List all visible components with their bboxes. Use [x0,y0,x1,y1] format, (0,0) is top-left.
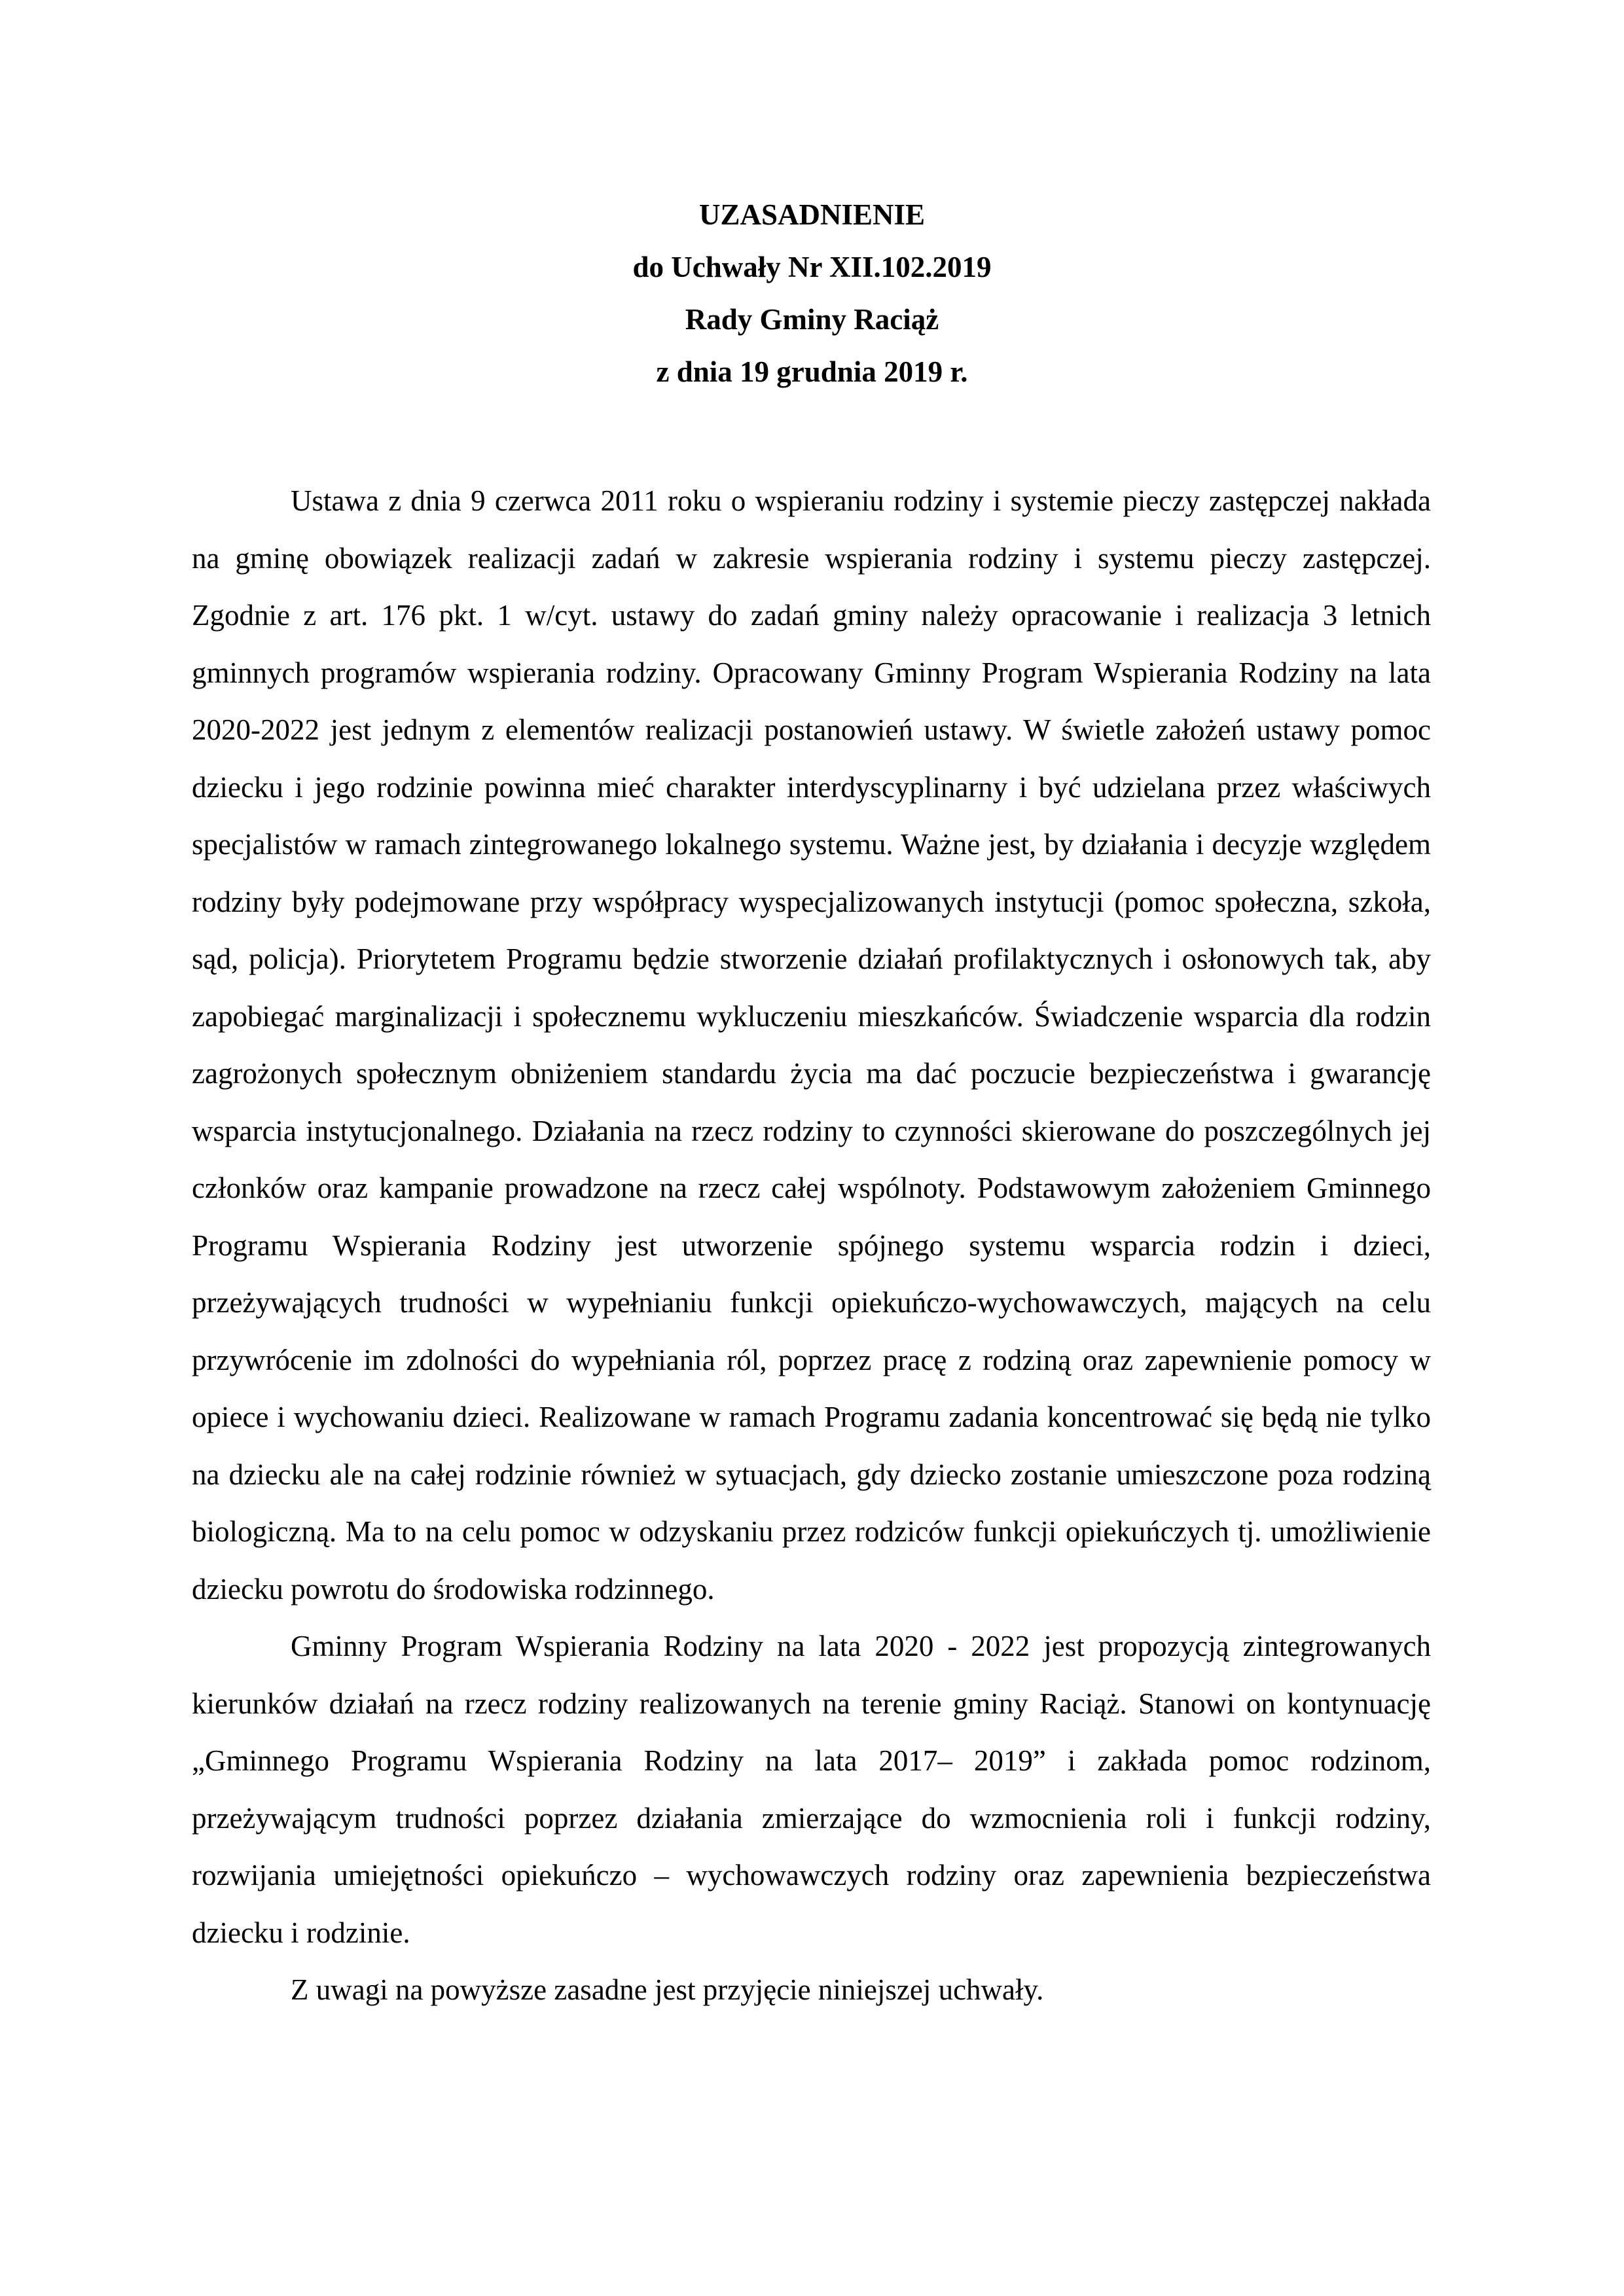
heading-resolution-number: do Uchwały Nr XII.102.2019 [632,251,992,283]
heading-council-name: Rady Gminy Raciąż [685,303,939,336]
body-paragraph-3: Z uwagi na powyższe zasadne jest przyjęcie niniejszej uchwały. [291,1973,1044,2006]
heading-date: z dnia 19 grudnia 2019 r. [656,355,968,388]
document-body [192,473,1431,2019]
heading-title: UZASADNIENIE [698,198,926,231]
document-heading [0,188,1624,398]
body-paragraph-1: Ustawa z dnia 9 czerwca 2011 roku o wspieraniu rodziny i systemie pieczy zastępczej nakłada na gminę obowiązek realizacji zadań w zakresie wspierania rodziny i systemu pieczy zastępczej. Zgodnie z art. 176 pkt. 1 w/cyt. ustawy do zadań gminy należy opracowanie i realizacja 3 letnich gminnych programów wspierania rodziny. Opracowany Gminny Program Wspierania Rodziny na lata 2020-2022 jest jednym z elementów realizacji postanowień ustawy. W świetle założeń ustawy pomoc dziecku i jego rodzinie powinna mieć charakter interdyscyplinarny i być udzielana przez właściwych specjalistów w ramach zintegrowanego lokalnego systemu. Ważne jest, by działania i decyzje względem rodziny były podejmowane przy współpracy wyspecjalizowanych instytucji (pomoc społeczna, szkoła, sąd, policja). Priorytetem Programu będzie stworzenie działań profilaktycznych i osłonowych tak, aby zapobiegać marginalizacji i społecznemu wykluczeniu mieszkańców. Świadczenie wsparcia dla rodzin zagrożonych społecznym obniżeniem standardu życia ma dać poczucie bezpieczeństwa i gwarancję wsparcia instytucjonalnego. Działania na rzecz rodziny to czynności skierowane do poszczególnych jej członków oraz kampanie prowadzone na rzecz całej wspólnoty. Podstawowym założeniem Gminnego Programu Wspierania Rodziny jest utworzenie spójnego systemu wsparcia rodzin i dzieci, przeżywających trudności w wypełnianiu funkcji opiekuńczo-wychowawczych, mających na celu przywrócenie im zdolności do wypełniania ról, poprzez pracę z rodziną oraz zapewnienie pomocy w opiece i wychowaniu dzieci. Realizowane w ramach Programu zadania koncentrować się będą nie tylko na dziecku ale na całej rodzinie również w sytuacjach, gdy dziecko zostanie umieszczone poza rodziną biologiczną. Ma to na celu pomoc w odzyskaniu przez rodziców funkcji opiekuńczych tj. umożliwienie dziecku powrotu do środowiska rodzinnego. [192,484,1431,1605]
body-paragraph-2: Gminny Program Wspierania Rodziny na lata 2020 - 2022 jest propozycją zintegrowanych kierunków działań na rzecz rodziny realizowanych na terenie gminy Raciąż. Stanowi on kontynuację „Gminnego Programu Wspierania Rodziny na lata 2017– 2019” i zakłada pomoc rodzinom, przeżywającym trudności poprzez działania zmierzające do wzmocnienia roli i funkcji rodziny, rozwijania umiejętności opiekuńczo – wychowawczych rodziny oraz zapewnienia bezpieczeństwa dziecku i rodzinie. [192,1630,1431,1949]
